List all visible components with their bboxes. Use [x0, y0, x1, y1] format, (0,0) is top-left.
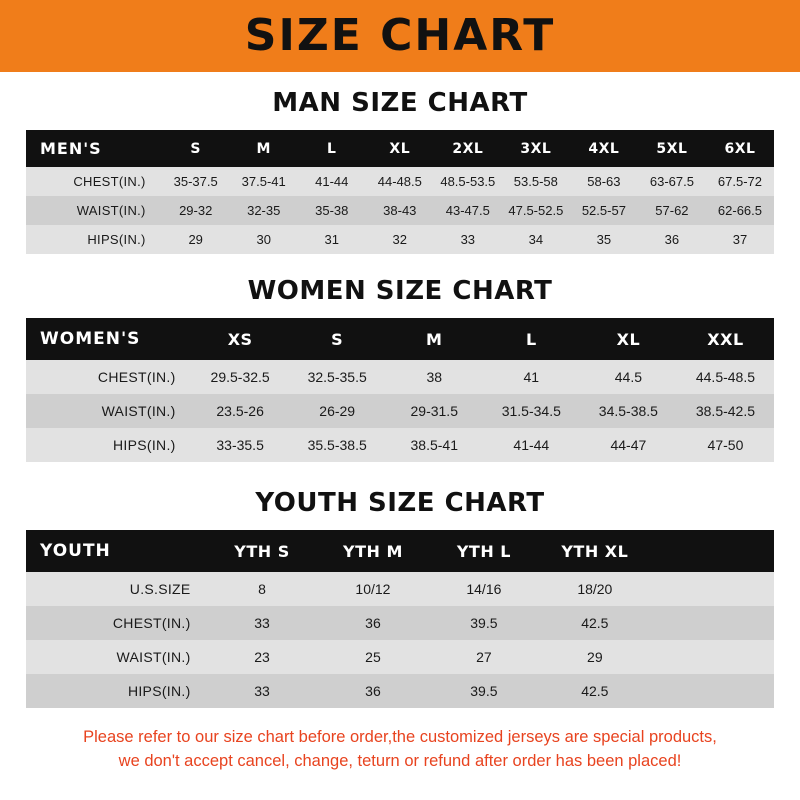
table-cell: 53.5-58 — [513, 174, 558, 189]
women-header-l: L — [525, 329, 537, 349]
table-cell: 42.5 — [581, 615, 609, 631]
table-cell: 33 — [254, 683, 270, 699]
table-cell: 34 — [528, 232, 544, 247]
table-cell: 47-50 — [707, 437, 744, 453]
women-hips-label: HIPS(IN.) — [113, 437, 176, 453]
table-cell: 44.5 — [614, 369, 642, 385]
table-cell: 18/20 — [577, 581, 613, 597]
man-header-4xl: 4XL — [588, 140, 620, 157]
youth-hips-label: HIPS(IN.) — [127, 683, 191, 699]
man-header-2xl: 2XL — [452, 140, 484, 157]
man-header-m: M — [256, 140, 271, 157]
youth-header-s: YTH S — [234, 541, 290, 561]
table-cell: 42.5 — [581, 683, 609, 699]
table-cell: 10/12 — [355, 581, 391, 597]
table-row — [26, 674, 774, 708]
table-cell-empty — [650, 572, 774, 606]
table-cell: 35-38 — [315, 203, 349, 218]
table-cell: 38.5-42.5 — [695, 403, 756, 419]
page-title: SIZE CHART — [244, 10, 556, 61]
table-cell: 29-31.5 — [410, 403, 458, 419]
table-cell: 48.5-53.5 — [440, 174, 496, 189]
table-cell: 31 — [324, 232, 339, 247]
table-cell: 41-44 — [315, 174, 349, 189]
table-cell: 31.5-34.5 — [501, 403, 561, 419]
man-hips-label: HIPS(IN.) — [87, 232, 146, 247]
table-row — [26, 360, 774, 394]
content-area — [0, 88, 800, 774]
table-cell: 37.5-41 — [241, 174, 286, 189]
table-cell-empty — [650, 606, 774, 640]
footer-note-line-2: we don't accept cancel, change, teturn or refund after order has been placed! — [118, 751, 682, 770]
table-cell: 36 — [365, 683, 381, 699]
table-header-row — [26, 530, 774, 572]
youth-ussize-label: U.S.SIZE — [129, 581, 191, 597]
table-cell: 43-47.5 — [445, 203, 490, 218]
women-size-table — [26, 318, 774, 462]
man-chest-label: CHEST(IN.) — [73, 174, 146, 189]
table-cell: 36 — [365, 615, 381, 631]
youth-header-xl: YTH XL — [561, 541, 629, 561]
table-row — [26, 640, 774, 674]
women-waist-label: WAIST(IN.) — [101, 403, 176, 419]
youth-table-body — [26, 572, 774, 708]
table-cell: 35.5-38.5 — [307, 437, 367, 453]
women-header-s: S — [331, 329, 344, 349]
youth-chest-label: CHEST(IN.) — [112, 615, 191, 631]
man-header-s: S — [190, 140, 201, 157]
table-cell: 32-35 — [247, 203, 281, 218]
man-header-3xl: 3XL — [520, 140, 552, 157]
youth-header-label: YOUTH — [40, 541, 111, 561]
table-cell: 33 — [460, 232, 476, 247]
page-banner — [0, 0, 800, 72]
table-cell: 29 — [188, 232, 203, 247]
table-cell: 29.5-32.5 — [210, 369, 270, 385]
footer-note-line-1: Please refer to our size chart before order,the customized jerseys are special products, — [83, 728, 717, 746]
table-cell-empty — [650, 640, 774, 674]
table-cell: 29-32 — [179, 203, 213, 218]
table-cell: 35 — [596, 232, 612, 247]
table-cell: 58-63 — [587, 174, 621, 189]
table-cell: 47.5-52.5 — [508, 203, 564, 218]
table-cell: 14/16 — [466, 581, 502, 597]
man-header-6xl: 6XL — [724, 140, 756, 157]
table-cell: 36 — [664, 232, 680, 247]
table-cell: 62-66.5 — [717, 203, 762, 218]
table-header-row — [26, 130, 774, 167]
table-cell: 38-43 — [383, 203, 417, 218]
youth-header-l: YTH L — [456, 541, 511, 561]
table-cell: 38 — [426, 369, 443, 385]
table-cell: 33 — [254, 615, 270, 631]
youth-table-header — [26, 530, 774, 572]
table-cell: 41 — [523, 369, 540, 385]
table-cell: 33-35.5 — [216, 437, 264, 453]
women-header-xl: XL — [616, 329, 641, 349]
man-header-5xl: 5XL — [656, 140, 688, 157]
women-section-title: WOMEN SIZE CHART — [247, 276, 553, 306]
table-cell: 44-47 — [610, 437, 647, 453]
table-cell: 34.5-38.5 — [598, 403, 658, 419]
table-row — [26, 167, 774, 196]
footer-note — [26, 726, 774, 774]
table-cell: 23 — [254, 649, 270, 665]
women-chest-label: CHEST(IN.) — [97, 369, 176, 385]
women-table-header — [26, 318, 774, 360]
table-cell: 52.5-57 — [581, 203, 626, 218]
table-cell: 44-48.5 — [377, 174, 422, 189]
table-cell: 8 — [258, 581, 266, 597]
man-table-body — [26, 167, 774, 254]
man-size-table — [26, 130, 774, 254]
women-header-xs: XS — [227, 329, 253, 349]
table-cell: 32.5-35.5 — [307, 369, 367, 385]
table-cell-empty — [650, 674, 774, 708]
table-cell: 39.5 — [470, 615, 498, 631]
man-header-l: L — [327, 140, 337, 157]
table-cell: 38.5-41 — [410, 437, 458, 453]
women-header-xxl: XXL — [707, 329, 744, 349]
man-table-header — [26, 130, 774, 167]
women-table-body — [26, 360, 774, 462]
table-row — [26, 428, 774, 462]
table-row — [26, 225, 774, 254]
table-cell: 32 — [392, 232, 408, 247]
table-cell: 27 — [476, 649, 492, 665]
table-cell: 44.5-48.5 — [695, 369, 756, 385]
table-cell: 30 — [256, 232, 271, 247]
table-row — [26, 572, 774, 606]
table-cell: 23.5-26 — [216, 403, 264, 419]
table-row — [26, 196, 774, 225]
man-waist-label: WAIST(IN.) — [76, 203, 146, 218]
table-cell: 35-37.5 — [173, 174, 218, 189]
youth-header-spacer — [650, 530, 774, 572]
man-section-title: MAN SIZE CHART — [272, 88, 528, 118]
women-header-label: WOMEN'S — [40, 329, 141, 349]
table-header-row — [26, 318, 774, 360]
table-cell: 39.5 — [470, 683, 498, 699]
table-cell: 41-44 — [513, 437, 550, 453]
table-cell: 29 — [587, 649, 603, 665]
youth-waist-label: WAIST(IN.) — [116, 649, 191, 665]
women-header-m: M — [426, 329, 443, 349]
table-cell: 37 — [732, 232, 748, 247]
man-header-xl: XL — [389, 140, 411, 157]
youth-header-m: YTH M — [343, 541, 403, 561]
youth-size-table — [26, 530, 774, 708]
table-cell: 26-29 — [319, 403, 356, 419]
table-cell: 57-62 — [655, 203, 689, 218]
table-cell: 25 — [365, 649, 381, 665]
youth-section-title: YOUTH SIZE CHART — [255, 488, 545, 518]
table-row — [26, 394, 774, 428]
table-cell: 67.5-72 — [717, 174, 762, 189]
man-header-label: MEN'S — [40, 139, 102, 158]
table-cell: 63-67.5 — [649, 174, 694, 189]
table-row — [26, 606, 774, 640]
